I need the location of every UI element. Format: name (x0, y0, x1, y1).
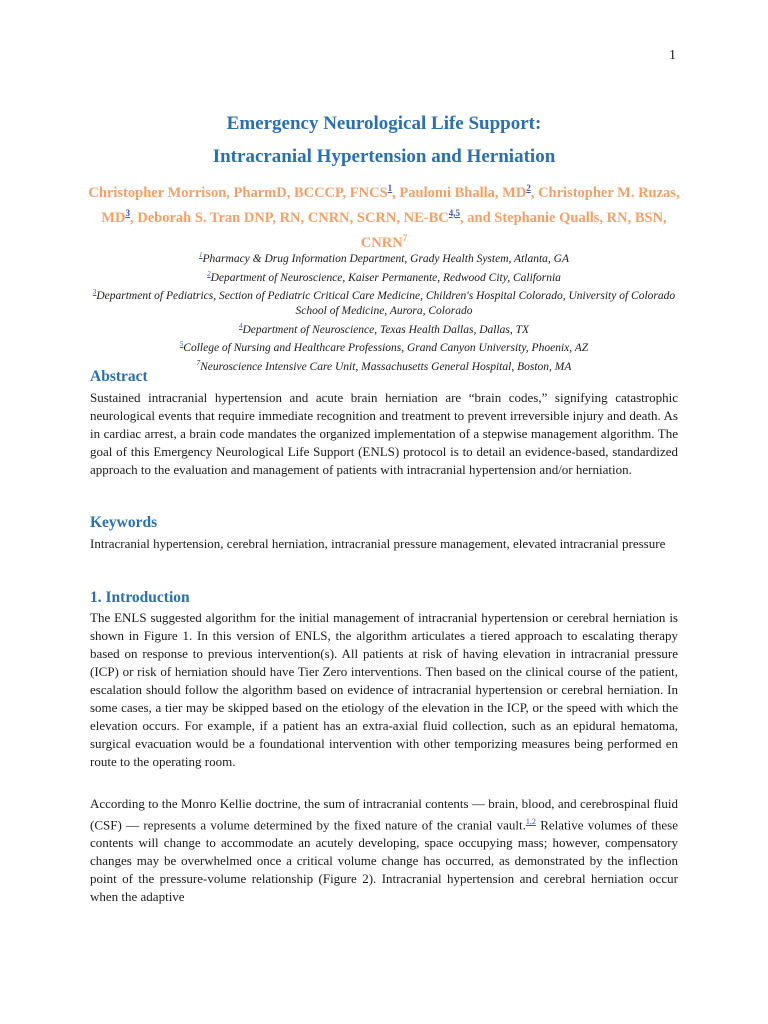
affiliation-link[interactable]: 2 (526, 183, 531, 193)
affiliation-marker[interactable]: 1 (199, 251, 203, 259)
introduction-paragraph-2 (90, 795, 678, 906)
author-name: , Deborah S. Tran DNP, RN, CNRN, SCRN, NE-BC (129, 209, 449, 226)
affiliation-item (88, 267, 680, 286)
page-number: 1 (669, 48, 676, 63)
introduction-paragraph-1: The ENLS suggested algorithm for the initial management of intracranial hypertension or cerebral herniation is shown in Figure 1. In this version of ENLS, the algorithm articulates a tiered approach to escalating therapy based on response to previous intervention(s). All patients at risk of having elevation in intracranial pressure (ICP) or risk of herniation should have Tier Zero interventions. Then based on the clinical course of the patient, escalation should follow the algorithm based on evidence of intracranial hypertension or cerebral herniation. In some cases, a tier may be skipped based on the etiology of the elevation in the ICP, or the speed with which the elevation occurs. For example, if a patient has an extra-axial fluid collection, such as an epidural hematoma, surgical evacuation would be a foundational intervention with other temporizing measures being performed en route to the operating room. (90, 610, 678, 769)
affiliation-item (88, 285, 680, 318)
affiliation-link[interactable]: 4,5 (448, 207, 460, 218)
affiliation-text: Department of Pediatrics, Section of Pediatric Critical Care Medicine, Children's Hospital Colorado, University of Colorado School of Medicine, Aurora, Colorado (96, 290, 676, 317)
paragraph-text: According to the Monro Kellie doctrine, the sum of intracranial contents — brain, blood, and cerebrospinal fluid (CSF) — represents a volume determined by the fixed nature of the cranial vault. (90, 796, 678, 833)
affiliation-text: Department of Neuroscience, Texas Health Dallas, Dallas, TX (242, 323, 530, 336)
affiliation-marker[interactable]: 5 (179, 340, 184, 349)
affiliation-text: Pharmacy & Drug Information Department, Grady Health System, Atlanta, GA (202, 252, 569, 265)
affiliation-link[interactable]: 3 (125, 207, 130, 218)
affiliation-item (88, 337, 680, 356)
keywords-text: Intracranial hypertension, cerebral herniation, intracranial pressure management, elevated intracranial pressure (90, 536, 666, 551)
affiliation-link[interactable]: 1 (387, 183, 393, 193)
affiliation-item (88, 356, 680, 375)
abstract-heading: Abstract (90, 368, 148, 385)
affiliation-item (88, 319, 680, 338)
affiliation-marker: 7 (196, 358, 201, 367)
affiliation-marker[interactable]: 4 (238, 321, 243, 330)
affiliation-marker[interactable]: 3 (92, 288, 97, 297)
affiliation-text: Neuroscience Intensive Care Unit, Massachusetts General Hospital, Boston, MA (200, 360, 572, 373)
paragraph-text: Relative volumes of these contents will change to accommodate an acutely developing, space occupying mass; however, compensatory changes may be overwhelmed once a critical volume change has occurred, as demonstrated by the inflection point of the pressure-volume relationship (Figure 2). Intracranial hypertension and cerebral herniation occur when the adaptive (90, 817, 678, 905)
abstract-text: Sustained intracranial hypertension and acute brain herniation are “brain codes,” signifying catastrophic neurological events that require immediate recognition and treatment to prevent irreversible injury and death. As in cardiac arrest, a brain code mandates the organized implementation of a stepwise management algorithm. The goal of this Emergency Neurological Life Support (ENLS) protocol is to detail an evidence-based, standardized approach to the evaluation and management of patients with intracranial hypertension and/or herniation. (90, 390, 678, 477)
keywords-heading: Keywords (90, 514, 158, 531)
author-name: , and Stephanie Qualls, RN, BSN, CNRN (360, 209, 667, 251)
affiliation-item (88, 248, 680, 267)
affiliation-marker: 7 (402, 232, 408, 243)
affiliation-marker[interactable]: 2 (207, 269, 211, 278)
affiliation-list (88, 248, 680, 375)
affiliation-text: College of Nursing and Healthcare Professions, Grand Canyon University, Phoenix, AZ (183, 342, 589, 355)
author-name: , Paulomi Bhalla, MD (392, 184, 527, 201)
title-line-1: Emergency Neurological Life Support: (226, 113, 542, 134)
title-line-2: Intracranial Hypertension and Herniation (212, 146, 556, 167)
author-name: , Christopher M. Ruzas, MD (101, 184, 680, 226)
citation-link[interactable]: 1,2 (525, 817, 536, 826)
author-name: Christopher Morrison, PharmD, BCCCP, FNCS (88, 184, 388, 201)
author-list (80, 178, 688, 252)
introduction-heading: 1. Introduction (90, 589, 190, 606)
affiliation-text: Department of Neuroscience, Kaiser Permanente, Redwood City, California (210, 271, 561, 284)
